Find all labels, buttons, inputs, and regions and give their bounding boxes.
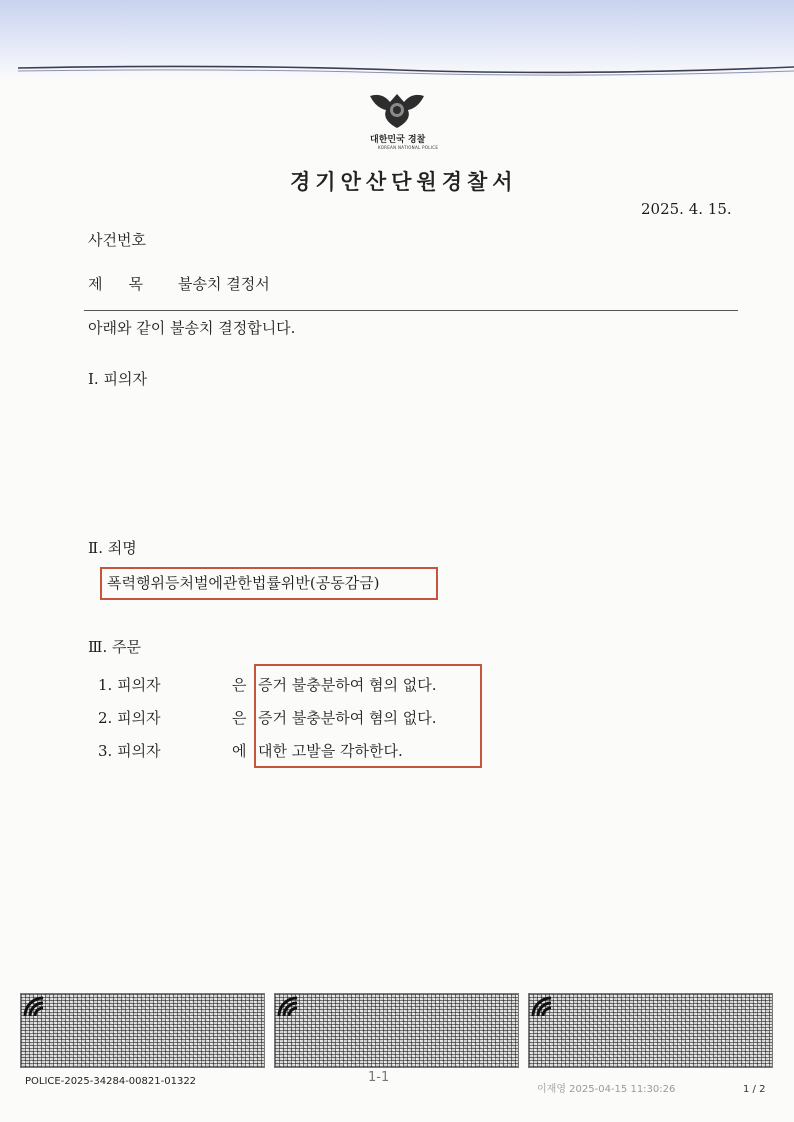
order-heading: Ⅲ. 주문 xyxy=(88,638,141,656)
2d-barcode xyxy=(274,993,519,1068)
order-label: 3. 피의자 xyxy=(98,742,161,760)
order-highlight-box xyxy=(254,664,482,768)
order-label: 1. 피의자 xyxy=(98,676,161,694)
order-text: 증거 불충분하여 혐의 없다. xyxy=(258,709,437,727)
police-station-title: 경기안산단원경찰서 xyxy=(290,169,518,194)
barcode-corner-icon xyxy=(23,996,45,1018)
emblem-text: 대한민국 경찰 xyxy=(370,135,426,145)
order-label: 2. 피의자 xyxy=(98,709,161,727)
header-divider xyxy=(84,310,738,311)
order-particle: 은 xyxy=(232,709,247,727)
barcode-corner-icon xyxy=(531,996,553,1018)
order-particle: 은 xyxy=(232,676,247,694)
paper-fold-line xyxy=(18,62,794,76)
suspect-heading: Ⅰ. 피의자 xyxy=(88,370,147,388)
subject-value: 불송치 결정서 xyxy=(178,275,270,293)
case-number-label: 사건번호 xyxy=(88,231,146,249)
intro-text: 아래와 같이 불송치 결정합니다. xyxy=(88,319,296,337)
subject-label: 제목 xyxy=(88,275,169,293)
order-text: 대한 고발을 각하한다. xyxy=(258,742,403,760)
document-id: POLICE-2025-34284-00821-01322 xyxy=(25,1076,197,1087)
document-date: 2025. 4. 15. xyxy=(641,200,732,218)
emblem-subtext: KOREAN NATIONAL POLICE xyxy=(378,145,439,150)
order-text: 증거 불충분하여 혐의 없다. xyxy=(258,676,437,694)
order-particle: 에 xyxy=(232,742,247,760)
2d-barcode xyxy=(20,993,265,1068)
page-mark: 1-1 xyxy=(368,1070,390,1085)
barcode-corner-icon xyxy=(277,996,299,1018)
2d-barcode xyxy=(528,993,773,1068)
page-number: 1 / 2 xyxy=(743,1084,766,1095)
signature-stamp: 이재영 2025-04-15 11:30:26 xyxy=(537,1084,676,1095)
charge-heading: Ⅱ. 죄명 xyxy=(88,539,137,557)
charge-text: 폭력행위등처벌에관한법률위반(공동감금) xyxy=(107,574,380,592)
police-emblem-icon xyxy=(368,88,426,130)
